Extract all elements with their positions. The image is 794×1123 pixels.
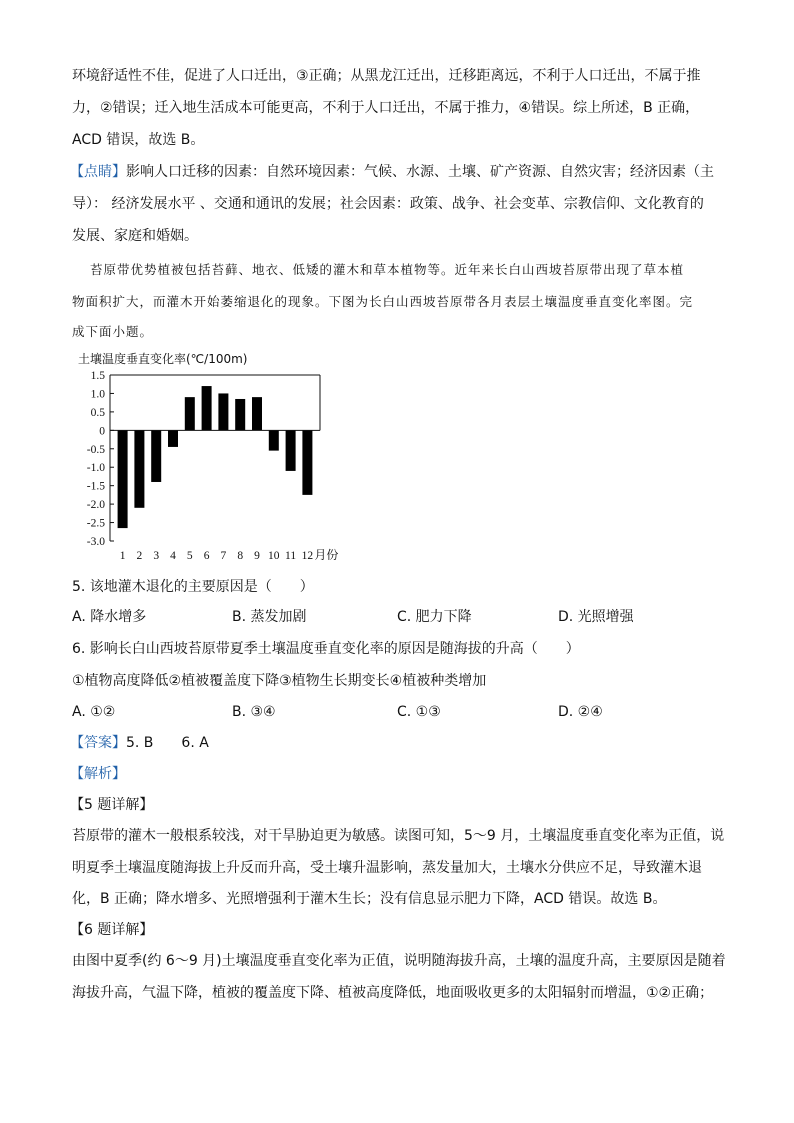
dianjing-line: 发展、家庭和婚姻。 [72, 228, 198, 244]
bar-month-5 [185, 397, 195, 430]
bar-month-7 [218, 393, 228, 430]
dianjing-line [70, 162, 714, 182]
q5-option-a[interactable]: A. 降水增多 [72, 609, 147, 625]
x-tick-label: 3 [153, 550, 160, 562]
bar-month-2 [134, 430, 144, 507]
detail5-line: 苔原带的灌木一般根系较浅，对干旱胁迫更为敏感。读图可知，5～9 月，土壤温度垂直变化率为正值，说 [72, 828, 725, 844]
x-tick-label: 12 [301, 550, 314, 562]
jiexi-tag: 【解析】 [70, 766, 126, 782]
y-tick-label: -1.5 [86, 480, 105, 493]
material-line: 成下面小题。 [72, 324, 154, 339]
bar-month-9 [252, 397, 262, 430]
q6-stem: 6. 影响长白山西坡苔原带夏季土壤温度垂直变化率的原因是随海拔的升高（ ） [72, 641, 580, 657]
bar-month-1 [118, 430, 128, 528]
bar-month-6 [202, 386, 212, 430]
soil-temp-chart [70, 345, 370, 570]
x-axis-unit: 月份 [314, 548, 339, 562]
x-tick-label: 8 [237, 550, 244, 562]
x-tick-label: 7 [220, 550, 227, 562]
q5-option-c[interactable]: C. 肥力下降 [397, 609, 472, 625]
y-tick-label: 0 [99, 425, 105, 438]
paragraph-line: 环境舒适性不佳，促进了人口迁出，③正确；从黑龙江迁出，迁移距离远，不利于人口迁出，不属于推 [72, 68, 701, 84]
dianjing-line: 导）： 经济发展水平 、交通和通讯的发展；社会因素：政策、战争、社会变革、宗教信仰、文化教育的 [72, 196, 704, 212]
answer-6: 6. A [181, 735, 209, 751]
detail6-tag: 【6 题详解】 [70, 922, 154, 938]
y-tick-label: 1.5 [90, 370, 105, 382]
q6-items: ①植物高度降低②植被覆盖度下降③植物生长期变长④植被种类增加 [72, 673, 487, 689]
paragraph-line: 力，②错误；迁入地生活成本可能更高，不利于人口迁出，不属于推力，④错误。综上所述，B 正确， [72, 100, 700, 116]
y-tick-label: -0.5 [86, 443, 105, 456]
y-tick-label: 1.0 [90, 388, 105, 401]
bar-month-3 [151, 430, 161, 482]
bar-month-8 [235, 399, 245, 430]
paragraph-line: ACD 错误，故选 B。 [72, 132, 205, 148]
bar-month-4 [168, 430, 178, 447]
y-tick-label: -1.0 [86, 462, 105, 475]
bars [118, 386, 313, 528]
dianjing-text: 影响人口迁移的因素：自然环境因素：气候、水源、土壤、矿产资源、自然灾害；经济因素（主 [126, 164, 714, 180]
detail5-tag: 【5 题详解】 [70, 797, 154, 813]
q5-stem: 5. 该地灌木退化的主要原因是（ ） [72, 579, 314, 595]
material-line: 物面积扩大，而灌木开始萎缩退化的现象。下图为长白山西坡苔原带各月表层土壤温度垂直变化率图。完 [72, 294, 694, 309]
x-tick-label: 2 [136, 550, 143, 562]
q6-option-b[interactable]: B. ③④ [232, 704, 276, 720]
bar-month-12 [302, 430, 312, 495]
q5-option-d[interactable]: D. 光照增强 [558, 609, 634, 625]
material-line: 苔原带优势植被包括苔藓、地衣、低矮的灌木和草本植物等。近年来长白山西坡苔原带出现了草本植 [90, 262, 685, 277]
x-tick-label: 9 [254, 550, 260, 562]
detail5-line: 明夏季土壤温度随海拔上升反而升高，受土壤升温影响，蒸发量加大，土壤水分供应不足，导致灌木退 [72, 860, 702, 876]
x-tick-label: 10 [268, 550, 280, 562]
x-tick-label: 4 [170, 550, 176, 562]
x-tick-label: 11 [285, 550, 297, 562]
q6-option-d[interactable]: D. ②④ [558, 704, 603, 720]
q5-option-b[interactable]: B. 蒸发加剧 [232, 609, 307, 625]
detail6-line: 由图中夏季(约 6～9 月)土壤温度垂直变化率为正值，说明随海拔升高，土壤的温度升高，主要原因是随着 [72, 953, 726, 969]
q6-option-a[interactable]: A. ①② [72, 704, 116, 720]
y-tick-label: 0.5 [90, 406, 105, 419]
y-tick-label: -2.5 [86, 517, 105, 530]
detail5-line: 化，B 正确；降水增多、光照增强利于灌木生长；没有信息显示肥力下降，ACD 错误。故选 B。 [72, 891, 667, 907]
dianjing-tag: 【点睛】 [70, 164, 126, 180]
chart-ylabel: 土壤温度垂直变化率(℃/100m) [78, 352, 248, 366]
y-tick-label: -2.0 [86, 499, 105, 512]
x-tick-label: 5 [186, 550, 193, 562]
x-tick-label: 1 [119, 550, 126, 562]
detail6-line: 海拔升高，气温下降，植被的覆盖度下降、植被高度降低，地面吸收更多的太阳辐射而增温，①②正确； [72, 985, 714, 1001]
bar-month-10 [269, 430, 279, 450]
bar-month-11 [286, 430, 296, 471]
q6-option-c[interactable]: C. ①③ [397, 704, 441, 720]
answer-line [70, 733, 209, 753]
answer-5: 5. B [126, 735, 154, 751]
answer-tag: 【答案】 [70, 735, 126, 751]
y-tick-label: -3.0 [86, 536, 105, 548]
x-tick-label: 6 [203, 550, 210, 562]
